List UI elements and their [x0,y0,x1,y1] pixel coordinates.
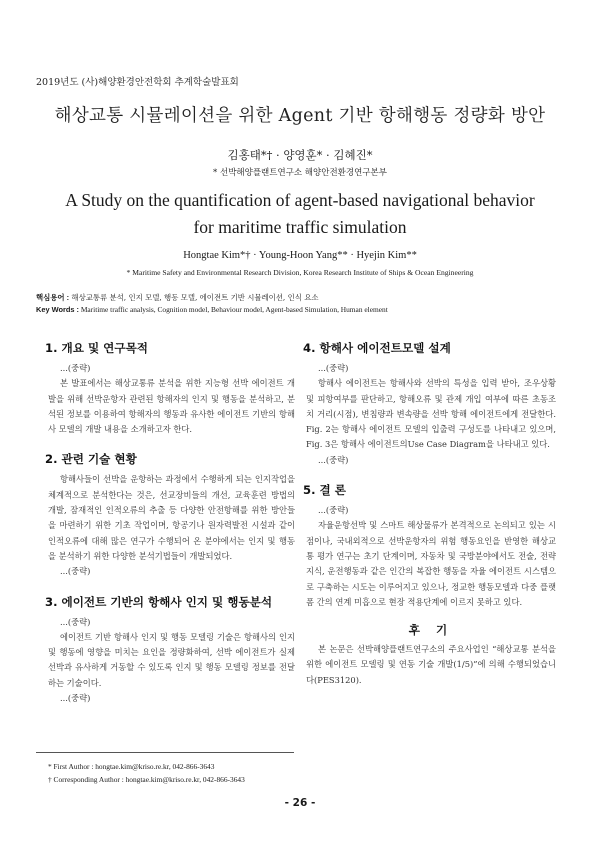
english-affiliation: * Maritime Safety and Environmental Research Division, Korea Research Institute of Ships & Ocean Engineering [126,268,474,277]
section-3-omit-1: ...(중략) [60,616,91,627]
section-2-omit: ...(중략) [60,566,91,577]
left-column [45,340,295,706]
keywords-korean-text: 해상교통류 분석, 인지 모델, 행동 모델, 에이전트 기반 시뮬레이션, 인식 요소 [69,293,319,302]
keywords-korean-label: 핵심용어 : [36,293,70,302]
section-2-paragraph: 항해사들이 선박을 운항하는 과정에서 수행하게 되는 인지작업을 체계적으로 분석한다는 것은, 선교장비들의 개선, 교육훈련 방법의 개발, 잠재적인 인적오류의 추출 등 다양한 안전항해를 위한 방안들을 마련하기 위한 기초 작업이며, 항공기나 원자력발전 시설과 같이 인적오류에 대해 많은 연구가 수행되어 온 분야에서는 인지 및 행동을 분석하기 위한 다양한 분석기법들이 개발되었다. [48,474,295,561]
keywords-english-label: Key Words : [36,305,79,314]
section-3-title: 3. 에이전트 기반의 항해사 인지 및 행동분석 [45,594,273,609]
korean-authors: 김홍태*† · 양영훈* · 김혜진* [227,148,373,162]
english-title-line2: for maritime traffic simulation [193,217,407,237]
section-3-omit-2: ...(중략) [60,693,91,704]
section-5-body [306,503,556,610]
keywords-korean [36,292,576,303]
conference-header: 2019년도 (사)해양환경안전학회 추계학술발표회 [36,77,239,88]
section-4-body [306,361,556,468]
footnote-corresponding-author: † Corresponding Author : hongtae.kim@kriso.re.kr, 042-866-3643 [48,775,245,784]
section-4-title: 4. 항해사 에이전트모델 설계 [303,341,451,355]
korean-affiliation: * 선박해양플랜트연구소 해양안전환경연구본부 [213,168,387,178]
section-3-body [48,615,295,707]
section-2-title: 2. 관련 기술 현황 [45,452,137,467]
keywords-english-text: Maritime traffic analysis, Cognition model, Behaviour model, Agent-based Simulation, Human element [78,305,388,314]
section-3-paragraph: 에이전트 기반 항해사 인지 및 행동 모델링 기술은 항해사의 인지 및 행동에 영향을 미치는 요인을 정량화하여, 선박 에이전트가 실제 선박과 유사하게 거동할 수 있도록 인지 및 행동 모델링 정보를 전달하는 기술이다. [48,631,295,688]
footnote-divider [36,752,294,753]
footnote-first-author: * First Author : hongtae.kim@kriso.re.kr, 042-866-3643 [48,762,215,771]
section-5-title: 5. 결 론 [303,483,346,498]
footnotes [48,760,245,786]
section-1-body [48,361,295,437]
keywords-english [36,305,576,314]
english-authors: Hongtae Kim*† · Young-Hoon Yang** · Hyejin Kim** [183,250,417,261]
english-title [40,187,560,241]
section-1-paragraph: 본 발표에서는 해상교통류 분석을 위한 지능형 선박 에이전트 개발을 위해 선박운항자 관련된 항해자의 인지 및 행동을 분석하고, 분석된 정보를 이용하여 항해자의 행동과 유사한 에이전트 기반의 항해사 모델의 개발 내용을 소개하고자 한다. [48,378,295,435]
acknowledgment-body [306,642,556,688]
acknowledgment-title: 후 기 [408,623,454,638]
section-4-paragraph: 항해사 에이전트는 항해사와 선박의 특성을 입력 받아, 조우상황 및 피항여부를 판단하고, 항해오류 및 관제 개입 여부에 따른 초동조치 거리(시점), 변침량과 변속량을 선박 항해 에이전트에게 전달한다. Fig. 2는 항해사 에이전트 모델의 입출력 구성도를 나타내고 있으며, Fig. 3은 항해사 에이전트의Use Case Diagram을 나타내고 있다. [306,378,556,450]
section-1-title: 1. 개요 및 연구목적 [45,341,148,355]
page-number: - 26 - [284,797,316,809]
korean-title: 해상교통 시뮬레이션을 위한 Agent 기반 항해행동 정량화 방안 [54,106,546,126]
section-4-omit-1: ...(중략) [318,363,349,373]
right-column [303,340,556,688]
section-2-body [48,472,295,579]
section-4-omit-2: ...(중략) [318,454,349,465]
english-title-line1: A Study on the quantification of agent-based navigational behavior [65,190,535,210]
section-5-omit: ...(중략) [318,505,349,516]
section-5-paragraph: 자율운항선박 및 스마트 해상물류가 본격적으로 논의되고 있는 시점이나, 국내외적으로 선박운항자의 위험 행동요인을 반영한 해상교통 평가 연구는 초기 단계이며, 자동차 및 국방분야에서도 전술, 전략지식, 운전행동과 같은 인간의 복잡한 행동을 자율 에이전트 시스템으로 구축하는 시도는 이루어지고 있으나, 정교한 행동모델과 다중 플랫폼 간의 연계 미흡으로 현장 적용단계에 이르지 못하고 있다. [306,520,556,607]
section-1-omit: ...(중략) [60,363,91,373]
acknowledgment-paragraph: 본 논문은 선박해양플랜트연구소의 주요사업인 “해상교통 분석을 위한 에이전트 모델링 및 연동 기술 개발(1/5)”에 의해 수행되었습니다(PES3120). [306,644,556,685]
